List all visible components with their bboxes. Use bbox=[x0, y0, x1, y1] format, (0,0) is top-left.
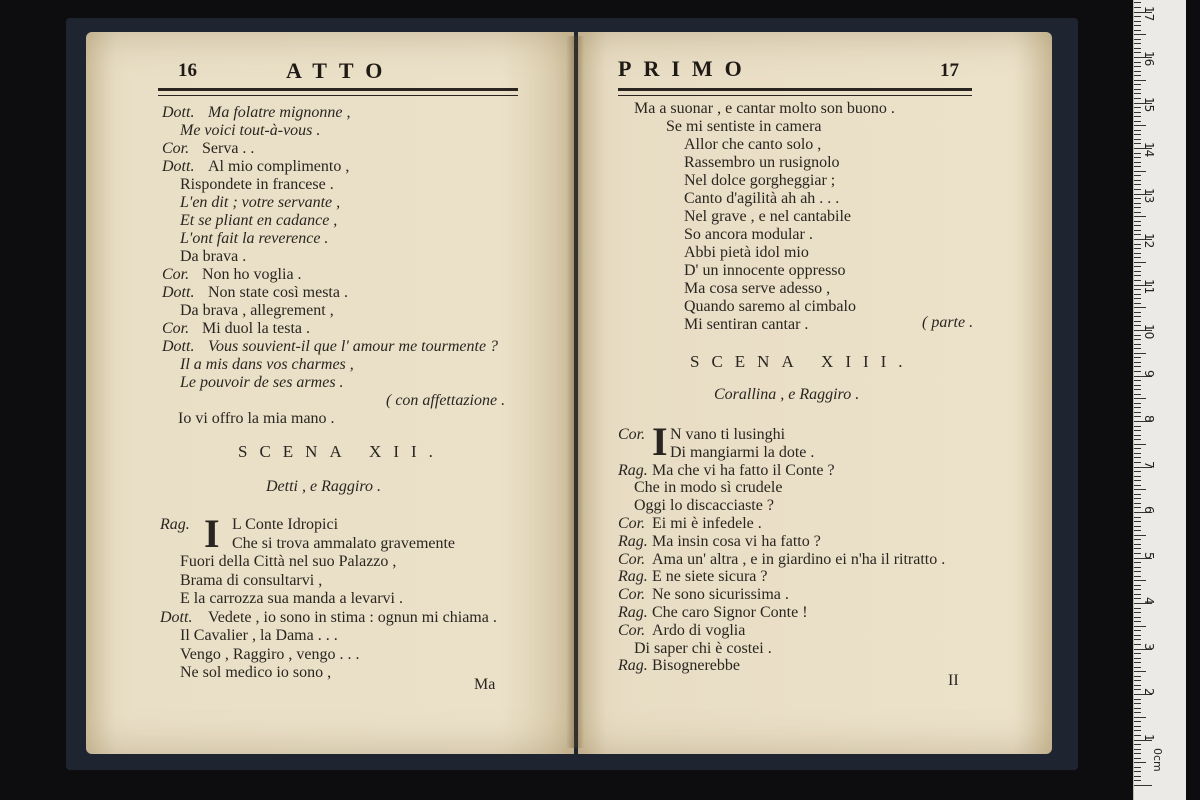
speaker-label: Cor. bbox=[618, 621, 646, 639]
ruler-tick bbox=[1134, 321, 1141, 322]
ruler-number: 11 bbox=[1142, 278, 1156, 294]
ruler-tick bbox=[1134, 589, 1141, 590]
ruler-tick bbox=[1134, 71, 1141, 72]
ruler-tick bbox=[1134, 34, 1146, 35]
verse-line: Ama un' altra , e in giardino ei n'ha il ritratto . bbox=[652, 550, 946, 568]
ruler-tick bbox=[1134, 257, 1141, 258]
ruler-tick bbox=[1134, 303, 1141, 304]
ruler-tick bbox=[1134, 225, 1141, 226]
ruler-tick bbox=[1134, 426, 1141, 427]
ruler-tick bbox=[1134, 448, 1141, 449]
ruler-tick bbox=[1134, 93, 1141, 94]
ruler-tick bbox=[1134, 658, 1141, 659]
ruler-tick bbox=[1134, 676, 1141, 677]
ruler-tick bbox=[1134, 749, 1141, 750]
ruler-tick bbox=[1134, 498, 1141, 499]
ruler-tick bbox=[1134, 708, 1141, 709]
ruler-tick bbox=[1134, 230, 1141, 231]
ruler-tick bbox=[1134, 266, 1141, 267]
ruler-tick bbox=[1134, 712, 1141, 713]
verse-line: Brama di consultarvi , bbox=[180, 571, 323, 589]
verse-line: Ne sono sicurissima . bbox=[652, 586, 789, 604]
ruler-tick bbox=[1134, 353, 1146, 354]
verse-line: N vano ti lusinghi bbox=[670, 426, 786, 443]
ruler-tick bbox=[1134, 639, 1141, 640]
ruler-tick bbox=[1134, 526, 1141, 527]
ruler-tick bbox=[1134, 585, 1141, 586]
speaker-label: Rag. bbox=[618, 461, 648, 479]
ruler-tick bbox=[1134, 653, 1141, 654]
speaker-label: Rag. bbox=[160, 516, 190, 533]
ruler-tick bbox=[1134, 357, 1141, 358]
verse-line: Da brava , allegrement , bbox=[180, 302, 334, 319]
ruler-tick bbox=[1134, 248, 1141, 249]
verse-line: Ei mi è infedele . bbox=[652, 515, 762, 532]
speaker-label: Cor. bbox=[618, 426, 646, 443]
ruler-unit-label: 0cm bbox=[1151, 748, 1164, 772]
ruler-tick bbox=[1134, 380, 1141, 381]
ruler-tick bbox=[1134, 153, 1141, 154]
catchword: II bbox=[948, 672, 959, 689]
verse-line: L'en dit ; votre servante , bbox=[180, 194, 341, 211]
ruler-tick bbox=[1134, 612, 1141, 613]
ruler-number: 9 bbox=[1142, 369, 1156, 378]
ruler-tick bbox=[1134, 630, 1141, 631]
ruler-tick bbox=[1134, 667, 1141, 668]
page-number: 17 bbox=[940, 60, 959, 81]
ruler-tick bbox=[1134, 521, 1141, 522]
ruler-tick bbox=[1134, 244, 1141, 245]
verse-line: Nel grave , e nel cantabile bbox=[684, 208, 852, 225]
ruler-tick bbox=[1134, 234, 1141, 235]
ruler-number: 13 bbox=[1142, 187, 1156, 203]
ruler-tick bbox=[1134, 348, 1141, 349]
ruler-tick bbox=[1134, 75, 1141, 76]
ruler-tick bbox=[1134, 412, 1141, 413]
ruler-tick bbox=[1134, 457, 1141, 458]
ruler-tick bbox=[1134, 608, 1141, 609]
ruler-tick bbox=[1134, 767, 1141, 768]
ruler-tick bbox=[1134, 730, 1141, 731]
ruler-tick bbox=[1134, 671, 1146, 672]
ruler-tick bbox=[1134, 553, 1141, 554]
ruler-tick bbox=[1134, 571, 1141, 572]
speaker-label: Rag. bbox=[618, 657, 648, 675]
ruler-tick bbox=[1134, 480, 1141, 481]
verse-line: Serva . . bbox=[202, 140, 255, 157]
ruler-tick bbox=[1134, 325, 1141, 326]
ruler-number: 7 bbox=[1142, 460, 1156, 469]
ruler-tick bbox=[1134, 403, 1141, 404]
ruler-tick bbox=[1134, 776, 1141, 777]
verse-line: Nel dolce gorgheggiar ; bbox=[684, 172, 836, 189]
verse-line: Io vi offro la mia mano . bbox=[178, 410, 335, 427]
verse-line: Ma che vi ha fatto il Conte ? bbox=[652, 461, 835, 479]
ruler-tick bbox=[1134, 2, 1141, 3]
page-number: 16 bbox=[178, 60, 197, 81]
ruler-tick bbox=[1134, 785, 1152, 786]
verse-line: L Conte Idropici bbox=[232, 516, 339, 533]
ruler-tick bbox=[1134, 275, 1141, 276]
ruler-tick bbox=[1134, 753, 1141, 754]
ruler-tick bbox=[1134, 407, 1141, 408]
ruler-tick bbox=[1134, 703, 1141, 704]
speaker-label: Cor. bbox=[618, 550, 646, 568]
ruler-tick bbox=[1134, 580, 1146, 581]
ruler-tick bbox=[1134, 7, 1141, 8]
ruler-tick bbox=[1134, 139, 1141, 140]
ruler-tick bbox=[1134, 762, 1146, 763]
ruler-tick bbox=[1134, 444, 1146, 445]
ruler-tick bbox=[1134, 48, 1141, 49]
ruler-tick bbox=[1134, 207, 1141, 208]
ruler-number: 3 bbox=[1142, 642, 1156, 651]
ruler-tick bbox=[1134, 462, 1141, 463]
verse-line: Il Cavalier , la Dama . . . bbox=[180, 627, 338, 644]
verse-line: Che in modo sì crudele bbox=[634, 479, 783, 497]
ruler-tick bbox=[1134, 366, 1141, 367]
verse-line: Ma insin cosa vi ha fatto ? bbox=[652, 532, 821, 550]
ruler-tick bbox=[1134, 112, 1141, 113]
ruler-tick bbox=[1134, 21, 1141, 22]
speaker-label: Dott. bbox=[160, 608, 193, 626]
verse-line: Mi duol la testa . bbox=[202, 320, 310, 337]
drop-cap: I bbox=[652, 419, 668, 464]
ruler-tick bbox=[1134, 221, 1141, 222]
ruler-tick bbox=[1134, 726, 1141, 727]
ruler-tick bbox=[1134, 175, 1141, 176]
verse-line: Fuori della Città nel suo Palazzo , bbox=[180, 553, 397, 570]
speaker-label: Rag. bbox=[618, 568, 648, 586]
ruler-tick bbox=[1134, 16, 1141, 17]
ruler-tick bbox=[1134, 530, 1141, 531]
ruler-tick bbox=[1134, 125, 1146, 126]
speaker-label: Dott. bbox=[162, 158, 195, 175]
verse-line: Canto d'agilità ah ah . . . bbox=[684, 190, 840, 207]
ruler-tick bbox=[1134, 621, 1141, 622]
ruler-tick bbox=[1134, 30, 1141, 31]
scene-subtitle: Detti , e Raggiro . bbox=[266, 478, 381, 495]
ruler-number: 4 bbox=[1142, 597, 1156, 605]
ruler-tick bbox=[1134, 771, 1141, 772]
ruler-tick bbox=[1134, 644, 1141, 645]
ruler-tick bbox=[1134, 758, 1141, 759]
verse-line: Ne sol medico io sono , bbox=[180, 664, 332, 681]
verse-line: Ma folatre mignonne , bbox=[208, 104, 351, 121]
speaker-label: Cor. bbox=[162, 320, 190, 337]
verse-line: Mi sentiran cantar . bbox=[684, 316, 809, 333]
ruler-tick bbox=[1134, 721, 1141, 722]
verse-line: Et se pliant en cadance , bbox=[180, 212, 338, 229]
ruler-tick bbox=[1134, 744, 1141, 745]
ruler-tick bbox=[1134, 503, 1141, 504]
ruler-number: 14 bbox=[1142, 142, 1156, 158]
ruler-tick bbox=[1134, 689, 1141, 690]
ruler-tick bbox=[1134, 362, 1141, 363]
ruler-tick bbox=[1134, 307, 1146, 308]
ruler-tick bbox=[1134, 476, 1141, 477]
ruler-tick bbox=[1134, 685, 1141, 686]
ruler-tick bbox=[1134, 253, 1141, 254]
ruler-tick bbox=[1134, 544, 1141, 545]
ruler-tick bbox=[1134, 134, 1141, 135]
ruler-tick bbox=[1134, 52, 1141, 53]
verse-line: So ancora modular . bbox=[684, 226, 813, 243]
ruler-number: 12 bbox=[1142, 233, 1156, 249]
ruler-number: 2 bbox=[1142, 688, 1156, 696]
ruler-tick bbox=[1134, 39, 1141, 40]
speaker-label: Cor. bbox=[618, 586, 646, 604]
ruler-tick bbox=[1134, 43, 1141, 44]
verse-line: Il a mis dans vos charmes , bbox=[180, 356, 354, 373]
ruler-number: 1 bbox=[1142, 733, 1156, 742]
ruler-tick bbox=[1134, 485, 1141, 486]
verse-line: Vous souvient-il que l' amour me tourmente ? bbox=[208, 338, 499, 355]
verse-line: Ardo di voglia bbox=[652, 621, 746, 639]
scene-subtitle: Corallina , e Raggiro . bbox=[714, 386, 860, 403]
ruler-tick bbox=[1134, 98, 1141, 99]
ruler-tick bbox=[1134, 143, 1141, 144]
ruler-tick bbox=[1134, 339, 1141, 340]
ruler-tick bbox=[1134, 116, 1141, 117]
ruler-tick bbox=[1134, 294, 1141, 295]
ruler-tick bbox=[1134, 212, 1141, 213]
ruler-tick bbox=[1134, 507, 1141, 508]
ruler-tick bbox=[1134, 699, 1141, 700]
verse-line: Vengo , Raggiro , vengo . . . bbox=[180, 645, 360, 663]
ruler-tick bbox=[1134, 203, 1141, 204]
verse-line: Al mio complimento , bbox=[208, 158, 350, 175]
ruler-tick bbox=[1134, 335, 1141, 336]
book-gutter bbox=[566, 36, 584, 748]
verse-line: Che caro Signor Conte ! bbox=[652, 604, 808, 621]
verse-line: Che si trova ammalato gravemente bbox=[232, 534, 456, 552]
speaker-label: Cor. bbox=[162, 140, 190, 157]
verse-line: Vedete , io sono in stima : ognun mi chiama . bbox=[208, 608, 497, 626]
ruler-tick bbox=[1134, 166, 1141, 167]
header-rule bbox=[618, 88, 972, 96]
stage-direction: ( parte . bbox=[922, 314, 974, 331]
ruler-tick bbox=[1134, 189, 1141, 190]
verse-line: D' un innocente oppresso bbox=[684, 262, 846, 279]
left-page bbox=[86, 32, 574, 754]
catchword: Ma bbox=[474, 676, 496, 693]
verse-line: Rassembro un rusignolo bbox=[684, 154, 840, 171]
ruler-tick bbox=[1134, 717, 1146, 718]
scene-title: SCENA XII. bbox=[238, 442, 445, 461]
verse-line: E la carrozza sua manda a levarvi . bbox=[180, 590, 403, 607]
verse-line: Da brava . bbox=[180, 248, 247, 265]
verse-line: Di saper chi è costei . bbox=[634, 639, 772, 657]
speaker-label: Cor. bbox=[162, 266, 190, 283]
verse-line: Bisognerebbe bbox=[652, 657, 740, 675]
ruler-tick bbox=[1134, 66, 1141, 67]
ruler-tick bbox=[1134, 280, 1141, 281]
running-header: ATTO bbox=[286, 58, 395, 83]
verse-line: Se mi sentiste in camera bbox=[666, 118, 822, 135]
ruler-number: 6 bbox=[1142, 506, 1156, 514]
ruler-tick bbox=[1134, 494, 1141, 495]
scene-title: SCENA XIII. bbox=[690, 352, 915, 371]
ruler-tick bbox=[1134, 539, 1141, 540]
verse-line: Quando saremo al cimbalo bbox=[684, 298, 856, 315]
ruler-tick bbox=[1134, 121, 1141, 122]
ruler-tick bbox=[1134, 780, 1141, 781]
verse-line: Abbi pietà idol mio bbox=[684, 244, 809, 261]
ruler-tick bbox=[1134, 184, 1141, 185]
ruler-tick bbox=[1134, 371, 1141, 372]
header-rule bbox=[158, 88, 518, 96]
ruler-tick bbox=[1134, 216, 1146, 217]
ruler-tick bbox=[1134, 298, 1141, 299]
ruler-tick bbox=[1134, 89, 1141, 90]
ruler-tick bbox=[1134, 562, 1141, 563]
ruler-tick bbox=[1134, 344, 1141, 345]
verse-line: L'ont fait la reverence . bbox=[180, 230, 329, 247]
ruler-tick bbox=[1134, 735, 1141, 736]
ruler-number: 17 bbox=[1142, 5, 1156, 21]
ruler-tick bbox=[1134, 680, 1141, 681]
ruler-tick bbox=[1134, 84, 1141, 85]
ruler-tick bbox=[1134, 535, 1146, 536]
verse-line: Me voici tout-à-vous . bbox=[180, 122, 321, 139]
verse-line: Ma cosa serve adesso , bbox=[684, 280, 831, 297]
ruler-tick bbox=[1134, 25, 1141, 26]
verse-line: Ma a suonar , e cantar molto son buono . bbox=[634, 100, 895, 117]
verse-line: ( con affettazione . bbox=[386, 392, 506, 409]
verse-line: Non ho voglia . bbox=[202, 266, 302, 283]
ruler-tick bbox=[1134, 171, 1146, 172]
ruler-number: 10 bbox=[1142, 324, 1156, 340]
ruler-tick bbox=[1134, 617, 1141, 618]
verse-line: Di mangiarmi la dote . bbox=[670, 443, 815, 461]
ruler-tick bbox=[1134, 385, 1141, 386]
ruler-tick bbox=[1134, 162, 1141, 163]
speaker-label: Rag. bbox=[618, 532, 648, 550]
ruler-tick bbox=[1134, 389, 1141, 390]
ruler-tick bbox=[1134, 398, 1146, 399]
right-page bbox=[578, 32, 1052, 754]
ruler-tick bbox=[1134, 548, 1141, 549]
ruler-tick bbox=[1134, 130, 1141, 131]
ruler-tick bbox=[1134, 626, 1146, 627]
measurement-ruler bbox=[1133, 0, 1186, 800]
ruler-tick bbox=[1134, 435, 1141, 436]
ruler-number: 8 bbox=[1142, 415, 1156, 423]
ruler-tick bbox=[1134, 453, 1141, 454]
ruler-tick bbox=[1134, 416, 1141, 417]
speaker-label: Rag. bbox=[618, 604, 648, 621]
ruler-tick bbox=[1134, 567, 1141, 568]
verse-line: Oggi lo discacciaste ? bbox=[634, 497, 774, 515]
ruler-tick bbox=[1134, 62, 1141, 63]
ruler-number: 5 bbox=[1142, 551, 1156, 560]
ruler-tick bbox=[1134, 576, 1141, 577]
ruler-number: 15 bbox=[1142, 96, 1156, 112]
verse-line: Rispondete in francese . bbox=[180, 176, 334, 193]
speaker-label: Cor. bbox=[618, 515, 646, 532]
verse-line: Non state così mesta . bbox=[208, 284, 348, 301]
speaker-label: Dott. bbox=[162, 284, 195, 301]
ruler-tick bbox=[1134, 198, 1141, 199]
ruler-tick bbox=[1134, 316, 1141, 317]
speaker-label: Dott. bbox=[162, 104, 195, 121]
drop-cap: I bbox=[204, 511, 220, 556]
ruler-tick bbox=[1134, 489, 1146, 490]
verse-line: E ne siete sicura ? bbox=[652, 568, 768, 586]
ruler-tick bbox=[1134, 471, 1141, 472]
ruler-tick bbox=[1134, 430, 1141, 431]
ruler-tick bbox=[1134, 517, 1141, 518]
ruler-tick bbox=[1134, 80, 1146, 81]
speaker-label: Dott. bbox=[162, 338, 195, 355]
ruler-tick bbox=[1134, 635, 1141, 636]
running-header: PRIMO bbox=[618, 56, 754, 81]
ruler-tick bbox=[1134, 594, 1141, 595]
ruler-tick bbox=[1134, 394, 1141, 395]
ruler-number: 16 bbox=[1142, 51, 1156, 67]
ruler-tick bbox=[1134, 598, 1141, 599]
ruler-tick bbox=[1134, 180, 1141, 181]
verse-line: Allor che canto solo , bbox=[684, 136, 822, 153]
ruler-tick bbox=[1134, 289, 1141, 290]
ruler-tick bbox=[1134, 107, 1141, 108]
ruler-tick bbox=[1134, 271, 1141, 272]
ruler-tick bbox=[1134, 157, 1141, 158]
ruler-tick bbox=[1134, 312, 1141, 313]
verse-line: Le pouvoir de ses armes . bbox=[180, 374, 344, 391]
ruler-tick bbox=[1134, 662, 1141, 663]
ruler-tick bbox=[1134, 262, 1146, 263]
ruler-tick bbox=[1134, 439, 1141, 440]
